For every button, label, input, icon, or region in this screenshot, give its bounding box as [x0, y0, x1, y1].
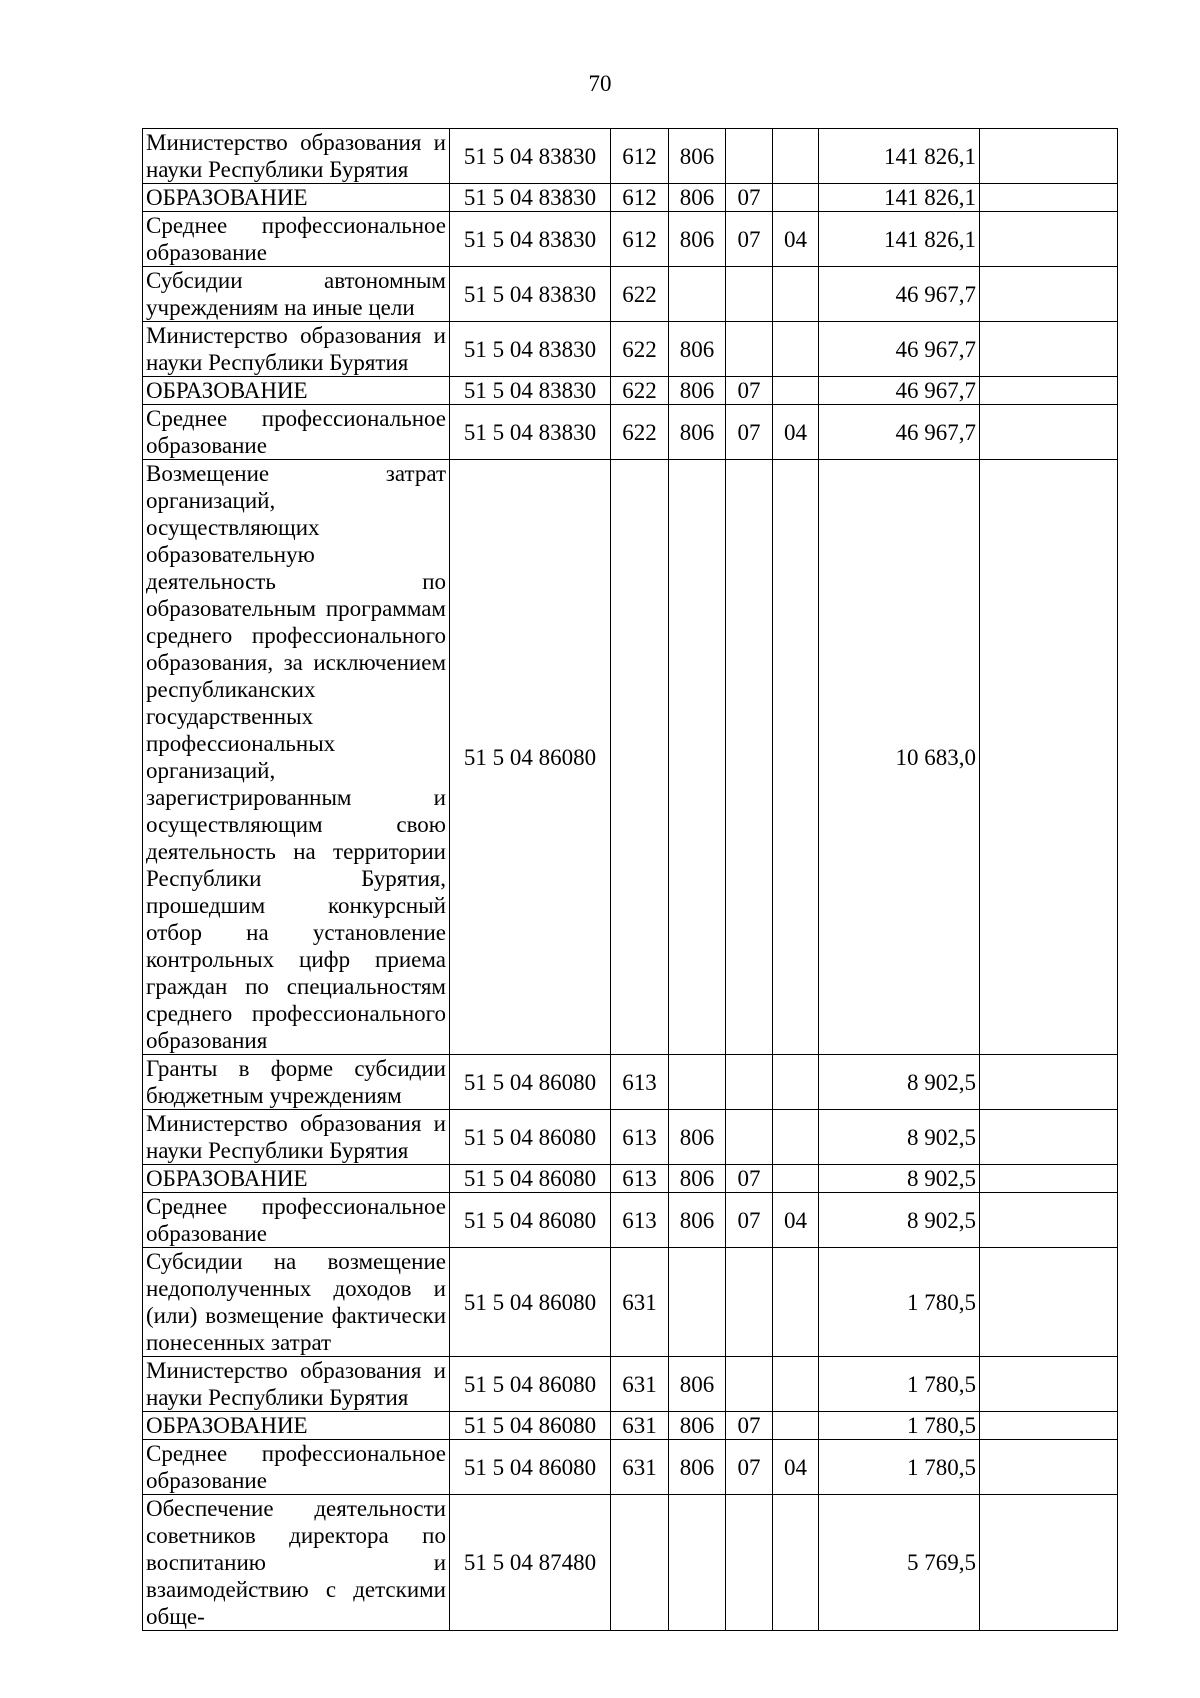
row-name-cell: Министерство образования и науки Республики Бурятия [143, 129, 450, 184]
table-row [143, 267, 1118, 322]
expense-type-cell: 613 [611, 1165, 669, 1193]
amount-cell: 8 902,5 [819, 1110, 980, 1165]
subsection-code-cell [773, 267, 819, 322]
table-row [143, 1193, 1118, 1248]
extra-amount-cell [980, 1495, 1118, 1631]
ministry-code-cell [669, 1495, 726, 1631]
expense-type-cell: 631 [611, 1412, 669, 1440]
target-article-code-cell: 51 5 04 83830 [450, 322, 611, 377]
extra-amount-cell [980, 1055, 1118, 1110]
subsection-code-cell: 04 [773, 212, 819, 267]
amount-cell: 141 826,1 [819, 129, 980, 184]
subsection-code-cell [773, 1248, 819, 1357]
section-code-cell: 07 [726, 1165, 773, 1193]
table-row [143, 1165, 1118, 1193]
subsection-code-cell: 04 [773, 1193, 819, 1248]
target-article-code-cell: 51 5 04 83830 [450, 377, 611, 405]
extra-amount-cell [980, 184, 1118, 212]
table-row [143, 129, 1118, 184]
subsection-code-cell [773, 1110, 819, 1165]
expense-type-cell: 612 [611, 212, 669, 267]
ministry-code-cell [669, 267, 726, 322]
table-body [143, 129, 1118, 1631]
target-article-code-cell: 51 5 04 87480 [450, 1495, 611, 1631]
subsection-code-cell [773, 1165, 819, 1193]
amount-cell: 1 780,5 [819, 1248, 980, 1357]
target-article-code-cell: 51 5 04 83830 [450, 405, 611, 460]
extra-amount-cell [980, 1248, 1118, 1357]
ministry-code-cell [669, 1055, 726, 1110]
row-name-cell: Министерство образования и науки Республики Бурятия [143, 1357, 450, 1412]
expense-type-cell: 631 [611, 1440, 669, 1495]
target-article-code-cell: 51 5 04 86080 [450, 1110, 611, 1165]
subsection-code-cell [773, 1495, 819, 1631]
amount-cell: 46 967,7 [819, 405, 980, 460]
extra-amount-cell [980, 267, 1118, 322]
section-code-cell [726, 322, 773, 377]
subsection-code-cell [773, 322, 819, 377]
section-code-cell [726, 460, 773, 1055]
expense-type-cell: 613 [611, 1055, 669, 1110]
amount-cell: 141 826,1 [819, 212, 980, 267]
amount-cell: 5 769,5 [819, 1495, 980, 1631]
expense-type-cell [611, 460, 669, 1055]
row-name-cell: Министерство образования и науки Республики Бурятия [143, 322, 450, 377]
expense-type-cell: 612 [611, 184, 669, 212]
subsection-code-cell [773, 1357, 819, 1412]
row-name-cell: Обеспечение деятельности советников директора по воспитанию и взаимодействию с детскими обще- [143, 1495, 450, 1631]
section-code-cell [726, 129, 773, 184]
amount-cell: 1 780,5 [819, 1412, 980, 1440]
row-name-cell: ОБРАЗОВАНИЕ [143, 377, 450, 405]
amount-cell: 46 967,7 [819, 377, 980, 405]
row-name-cell: Гранты в форме субсидии бюджетным учреждениям [143, 1055, 450, 1110]
section-code-cell: 07 [726, 184, 773, 212]
amount-cell: 10 683,0 [819, 460, 980, 1055]
section-code-cell: 07 [726, 1412, 773, 1440]
amount-cell: 1 780,5 [819, 1357, 980, 1412]
subsection-code-cell: 04 [773, 1440, 819, 1495]
section-code-cell: 07 [726, 212, 773, 267]
ministry-code-cell: 806 [669, 377, 726, 405]
subsection-code-cell [773, 377, 819, 405]
subsection-code-cell [773, 460, 819, 1055]
subsection-code-cell: 04 [773, 405, 819, 460]
table-row [143, 184, 1118, 212]
target-article-code-cell: 51 5 04 86080 [450, 460, 611, 1055]
expense-type-cell: 622 [611, 405, 669, 460]
table-row [143, 1357, 1118, 1412]
extra-amount-cell [980, 460, 1118, 1055]
ministry-code-cell: 806 [669, 322, 726, 377]
section-code-cell: 07 [726, 1193, 773, 1248]
table-row [143, 212, 1118, 267]
amount-cell: 8 902,5 [819, 1165, 980, 1193]
section-code-cell [726, 1357, 773, 1412]
expense-type-cell: 613 [611, 1193, 669, 1248]
target-article-code-cell: 51 5 04 83830 [450, 184, 611, 212]
row-name-cell: Среднее профессиональное образование [143, 212, 450, 267]
expense-type-cell: 631 [611, 1357, 669, 1412]
amount-cell: 46 967,7 [819, 267, 980, 322]
extra-amount-cell [980, 1357, 1118, 1412]
target-article-code-cell: 51 5 04 83830 [450, 267, 611, 322]
expense-type-cell: 612 [611, 129, 669, 184]
expense-type-cell: 631 [611, 1248, 669, 1357]
row-name-cell: Субсидии на возмещение недополученных доходов и (или) возмещение фактически понесенных затрат [143, 1248, 450, 1357]
extra-amount-cell [980, 212, 1118, 267]
target-article-code-cell: 51 5 04 86080 [450, 1248, 611, 1357]
subsection-code-cell [773, 184, 819, 212]
extra-amount-cell [980, 1165, 1118, 1193]
ministry-code-cell: 806 [669, 1193, 726, 1248]
extra-amount-cell [980, 1193, 1118, 1248]
extra-amount-cell [980, 377, 1118, 405]
section-code-cell [726, 1055, 773, 1110]
budget-table [142, 128, 1118, 1631]
ministry-code-cell: 806 [669, 1357, 726, 1412]
amount-cell: 8 902,5 [819, 1055, 980, 1110]
ministry-code-cell: 806 [669, 405, 726, 460]
target-article-code-cell: 51 5 04 86080 [450, 1165, 611, 1193]
table-row [143, 460, 1118, 1055]
ministry-code-cell [669, 460, 726, 1055]
section-code-cell [726, 1248, 773, 1357]
row-name-cell: Министерство образования и науки Республики Бурятия [143, 1110, 450, 1165]
subsection-code-cell [773, 1412, 819, 1440]
table-row [143, 1248, 1118, 1357]
table-row [143, 1110, 1118, 1165]
extra-amount-cell [980, 1412, 1118, 1440]
ministry-code-cell: 806 [669, 1440, 726, 1495]
extra-amount-cell [980, 1110, 1118, 1165]
amount-cell: 1 780,5 [819, 1440, 980, 1495]
section-code-cell [726, 1495, 773, 1631]
target-article-code-cell: 51 5 04 83830 [450, 129, 611, 184]
row-name-cell: ОБРАЗОВАНИЕ [143, 1165, 450, 1193]
table-row [143, 1495, 1118, 1631]
ministry-code-cell: 806 [669, 1412, 726, 1440]
subsection-code-cell [773, 1055, 819, 1110]
row-name-cell: Субсидии автономным учреждениям на иные цели [143, 267, 450, 322]
subsection-code-cell [773, 129, 819, 184]
extra-amount-cell [980, 405, 1118, 460]
target-article-code-cell: 51 5 04 86080 [450, 1193, 611, 1248]
expense-type-cell [611, 1495, 669, 1631]
table-row [143, 377, 1118, 405]
row-name-cell: Среднее профессиональное образование [143, 405, 450, 460]
ministry-code-cell: 806 [669, 212, 726, 267]
row-name-cell: Среднее профессиональное образование [143, 1440, 450, 1495]
extra-amount-cell [980, 1440, 1118, 1495]
expense-type-cell: 622 [611, 322, 669, 377]
section-code-cell [726, 267, 773, 322]
section-code-cell: 07 [726, 1440, 773, 1495]
page-number: 70 [588, 71, 612, 96]
target-article-code-cell: 51 5 04 86080 [450, 1357, 611, 1412]
target-article-code-cell: 51 5 04 86080 [450, 1412, 611, 1440]
expense-type-cell: 622 [611, 267, 669, 322]
target-article-code-cell: 51 5 04 86080 [450, 1440, 611, 1495]
row-name-cell: Среднее профессиональное образование [143, 1193, 450, 1248]
ministry-code-cell: 806 [669, 184, 726, 212]
row-name-cell: Возмещение затрат организаций, осуществляющих образовательную деятельность по образовательным программам среднего профессионального образования, за исключением республиканских государственных профессиональных организаций, зарегистрированным и осуществляющим свою деятельность на территории Республики Бурятия, прошедшим конкурсный отбор на установление контрольных цифр приема граждан по специальностям среднего профессионального образования [143, 460, 450, 1055]
amount-cell: 8 902,5 [819, 1193, 980, 1248]
ministry-code-cell: 806 [669, 129, 726, 184]
section-code-cell: 07 [726, 405, 773, 460]
extra-amount-cell [980, 129, 1118, 184]
amount-cell: 46 967,7 [819, 322, 980, 377]
ministry-code-cell: 806 [669, 1110, 726, 1165]
table-row [143, 405, 1118, 460]
table-row [143, 322, 1118, 377]
expense-type-cell: 622 [611, 377, 669, 405]
expense-type-cell: 613 [611, 1110, 669, 1165]
amount-cell: 141 826,1 [819, 184, 980, 212]
section-code-cell [726, 1110, 773, 1165]
ministry-code-cell [669, 1248, 726, 1357]
target-article-code-cell: 51 5 04 83830 [450, 212, 611, 267]
target-article-code-cell: 51 5 04 86080 [450, 1055, 611, 1110]
section-code-cell: 07 [726, 377, 773, 405]
extra-amount-cell [980, 322, 1118, 377]
table-row [143, 1055, 1118, 1110]
row-name-cell: ОБРАЗОВАНИЕ [143, 184, 450, 212]
row-name-cell: ОБРАЗОВАНИЕ [143, 1412, 450, 1440]
table-row [143, 1412, 1118, 1440]
ministry-code-cell: 806 [669, 1165, 726, 1193]
table-row [143, 1440, 1118, 1495]
